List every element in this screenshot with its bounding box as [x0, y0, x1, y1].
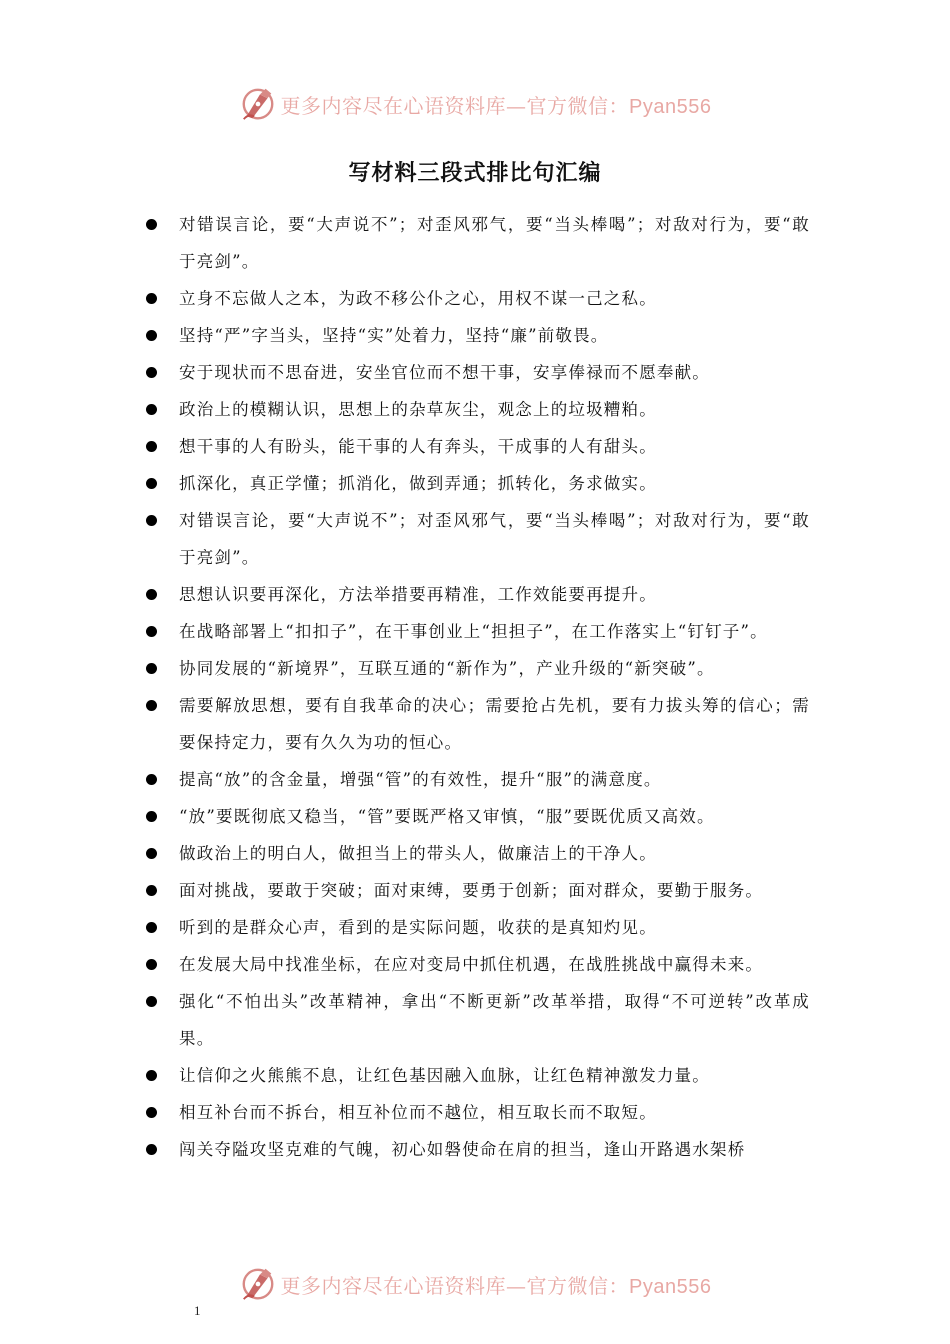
bullet-icon — [146, 885, 157, 896]
header-watermark — [0, 84, 950, 124]
list-item: 抓深化，真正学懂；抓消化，做到弄通；抓转化，务求做实。 — [145, 465, 810, 502]
footer-watermark — [0, 1264, 950, 1304]
list-item: 让信仰之火熊熊不息，让红色基因融入血脉，让红色精神激发力量。 — [145, 1057, 810, 1094]
bullet-icon — [146, 367, 157, 378]
bullet-icon — [146, 848, 157, 859]
bullet-icon — [146, 700, 157, 711]
bullet-icon — [146, 330, 157, 341]
list-item: 提高“放”的含金量，增强“管”的有效性，提升“服”的满意度。 — [145, 761, 810, 798]
bullet-icon — [146, 922, 157, 933]
bullet-icon — [146, 1144, 157, 1155]
list-item: 立身不忘做人之本，为政不移公仆之心，用权不谋一己之私。 — [145, 280, 810, 317]
list-item: 面对挑战，要敢于突破；面对束缚，要勇于创新；面对群众，要勤于服务。 — [145, 872, 810, 909]
header-watermark-text: 更多内容尽在心语资料库—官方微信：Pyan556 — [280, 93, 712, 118]
list-item: 坚持“严”字当头，坚持“实”处着力，坚持“廉”前敬畏。 — [145, 317, 810, 354]
list-item: 听到的是群众心声，看到的是实际问题，收获的是真知灼见。 — [145, 909, 810, 946]
bullet-icon — [146, 478, 157, 489]
pen-nib-logo-icon — [239, 1265, 277, 1303]
list-item: 闯关夺隘攻坚克难的气魄，初心如磐使命在肩的担当，逢山开路遇水架桥 — [145, 1131, 810, 1168]
list-item: 安于现状而不思奋进，安坐官位而不想干事，安享俸禄而不愿奉献。 — [145, 354, 810, 391]
list-item: 协同发展的“新境界”，互联互通的“新作为”，产业升级的“新突破”。 — [145, 650, 810, 687]
list-item: 思想认识要再深化，方法举措要再精准，工作效能要再提升。 — [145, 576, 810, 613]
bullet-icon — [146, 1107, 157, 1118]
list-item: 想干事的人有盼头，能干事的人有奔头，干成事的人有甜头。 — [145, 428, 810, 465]
document-title: 写材料三段式排比句汇编 — [348, 161, 602, 186]
list-item: “放”要既彻底又稳当，“管”要既严格又审慎，“服”要既优质又高效。 — [145, 798, 810, 835]
bullet-icon — [146, 1070, 157, 1081]
list-item: 政治上的模糊认识，思想上的杂草灰尘，观念上的垃圾糟粕。 — [145, 391, 810, 428]
list-item: 强化“不怕出头”改革精神，拿出“不断更新”改革举措，取得“不可逆转”改革成果。 — [145, 983, 810, 1057]
bullet-icon — [146, 663, 157, 674]
footer-watermark-text: 更多内容尽在心语资料库—官方微信：Pyan556 — [280, 1273, 712, 1298]
sentence-list — [145, 206, 810, 1168]
bullet-icon — [146, 293, 157, 304]
bullet-icon — [146, 515, 157, 526]
bullet-icon — [146, 774, 157, 785]
list-item: 在战略部署上“扣扣子”，在干事创业上“担担子”，在工作落实上“钉钉子”。 — [145, 613, 810, 650]
bullet-icon — [146, 589, 157, 600]
list-item: 做政治上的明白人，做担当上的带头人，做廉洁上的干净人。 — [145, 835, 810, 872]
list-item: 需要解放思想，要有自我革命的决心；需要抢占先机，要有力拔头筹的信心；需要保持定力，要有久久为功的恒心。 — [145, 687, 810, 761]
bullet-icon — [146, 404, 157, 415]
bullet-icon — [146, 811, 157, 822]
pen-nib-logo-icon — [239, 85, 277, 123]
list-item: 对错误言论，要“大声说不”；对歪风邪气，要“当头棒喝”；对敌对行为，要“敢于亮剑”。 — [145, 206, 810, 280]
bullet-icon — [146, 441, 157, 452]
bullet-icon — [146, 996, 157, 1007]
list-item: 相互补台而不拆台，相互补位而不越位，相互取长而不取短。 — [145, 1094, 810, 1131]
page-number: 1 — [194, 1303, 201, 1318]
bullet-icon — [146, 626, 157, 637]
list-item: 对错误言论，要“大声说不”；对歪风邪气，要“当头棒喝”；对敌对行为，要“敢于亮剑”。 — [145, 502, 810, 576]
bullet-icon — [146, 219, 157, 230]
bullet-icon — [146, 959, 157, 970]
list-item: 在发展大局中找准坐标，在应对变局中抓住机遇，在战胜挑战中赢得未来。 — [145, 946, 810, 983]
